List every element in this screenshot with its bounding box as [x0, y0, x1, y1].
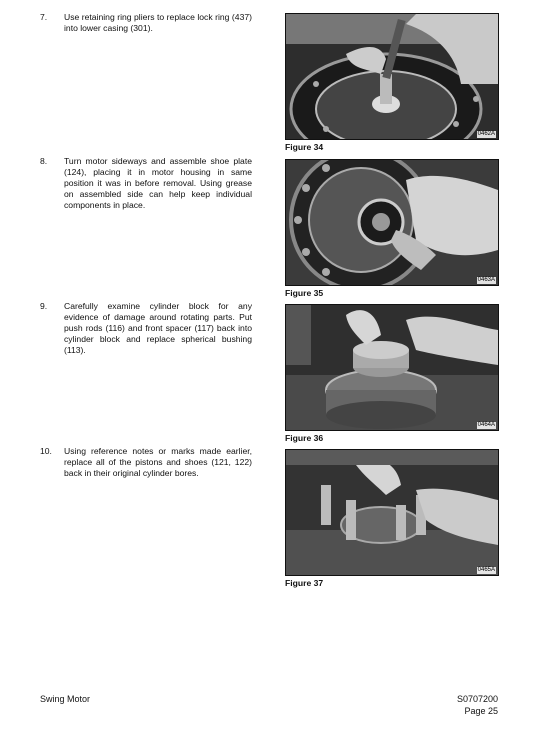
step-text: Using reference notes or marks made earlier, replace all of the pistons and shoes (121, 122) back in their original cylinder bores.	[64, 446, 252, 478]
step-text: Carefully examine cylinder block for any evidence of damage around rotating parts. Put push rods (116) and front spacer (117) back into cylinder block and replace spherical bushing (113).	[64, 301, 252, 355]
step-text: Use retaining ring pliers to replace lock ring (437) into lower casing (301).	[64, 12, 252, 33]
figure-37-photo	[285, 449, 499, 576]
footer-page-number: Page 25	[464, 706, 498, 716]
figure-caption: Figure 35	[285, 288, 324, 298]
footer-doc-number: S0707200	[456, 694, 498, 704]
figure-35-photo	[285, 159, 499, 286]
footer-section: Swing Motor	[40, 694, 91, 704]
step-number: 7.	[40, 12, 48, 22]
step-number: 10.	[40, 446, 52, 456]
figure-34	[285, 13, 497, 152]
figure-code: 0465A	[477, 567, 495, 573]
figure-35	[285, 159, 497, 298]
figure-34-photo	[285, 13, 499, 140]
step-number: 8.	[40, 156, 48, 166]
figure-37	[285, 449, 497, 588]
figure-36	[285, 304, 497, 443]
figure-code: 0463A	[477, 277, 495, 283]
step-number: 9.	[40, 301, 48, 311]
figure-caption: Figure 37	[285, 578, 324, 588]
step-text: Turn motor sideways and assemble shoe plate (124), placing it in motor housing in same position it was in before removal. Using grease on assembled side can help keep individual components in place.	[64, 156, 252, 210]
figure-caption: Figure 36	[285, 433, 324, 443]
figure-code: 0464A	[477, 422, 495, 428]
figure-caption: Figure 34	[285, 142, 324, 152]
figure-code: 0462A	[477, 131, 495, 137]
figure-36-photo	[285, 304, 499, 431]
